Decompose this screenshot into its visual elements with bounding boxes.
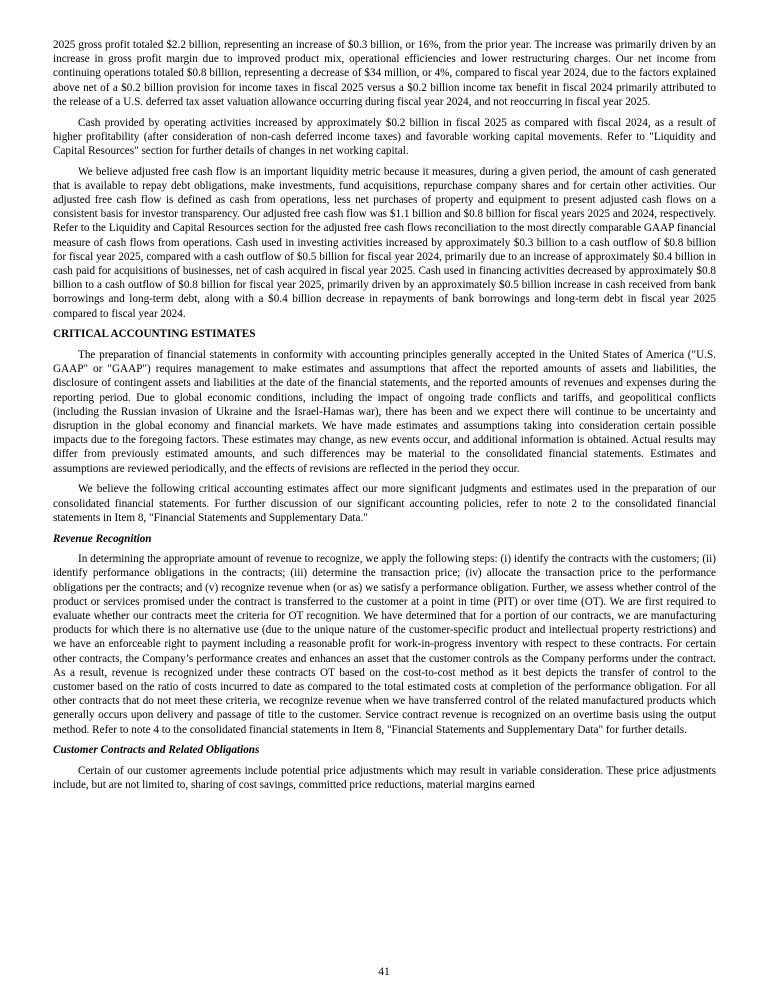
subheading-revenue-recognition: Revenue Recognition	[53, 532, 152, 545]
paragraph-operating-cash: Cash provided by operating activities increased by approximately $0.2 billion in fiscal 2025 as compared with fiscal 2024, as a result of higher profitability (after consideration of non-cash deferred income taxes) and favorable working capital movements. Refer to "Liquidity and Capital Resources" section for further details of changes in net working capital.	[53, 116, 716, 157]
paragraph-revenue-recognition: In determining the appropriate amount of revenue to recognize, we apply the following steps: (i) identify the contracts with the customers; (ii) identify performance obligations in the contracts; (iii) determine the transaction price; (iv) allocate the transaction price to the performance obligations per the contracts; and (v) recognize revenue when (or as) we satisfy a performance obligation. Further, we assess whether control of the product or services promised under the contract is transferred to the customer at a point in time (PIT) or over time (OT). We are first required to evaluate whether our contracts meet the criteria for OT recognition. We have determined that for a portion of our contracts, we are manufacturing products for which there is no alternative use (due to the unique nature of the customer-specific product and intellectual property restrictions) and we have an enforceable right to payment including a reasonable profit for work-in-progress inventory with respect to these contracts. For certain other contracts, the Company’s performance creates and enhances an asset that the customer controls as the Company performs under the contract. As a result, revenue is recognized under these contracts OT based on the cost-to-cost method as it best depicts the transfer of control to the customer based on the ratio of costs incurred to date as compared to the total estimated costs at completion of the performance obligation. For all other contracts that do not meet these criteria, we recognize revenue when we have transferred control of the related manufactured products which generally occurs upon delivery and passage of title to the customer. Service contract revenue is recognized on an overtime basis using the output method. Refer to note 4 to the consolidated financial statements in Item 8, "Financial Statements and Supplementary Data" for further details.	[53, 553, 716, 736]
paragraph-adjusted-free-cash-flow: We believe adjusted free cash flow is an important liquidity metric because it measures, during a given period, the amount of cash generated that is available to repay debt obligations, make investments, fund acquisitions, repurchase company shares and for certain other activities. Our adjusted free cash flow is defined as cash from operations, less net purchases of property and equipment to present adjusted cash flows on a consistent basis for investor transparency. Our adjusted free cash flow was $1.1 billion and $0.8 billion for fiscal years 2025 and 2024, respectively. Refer to the Liquidity and Capital Resources section for the adjusted free cash flows reconciliation to the most directly comparable GAAP financial measure of cash flows from operations. Cash used in investing activities increased by approximately $0.3 billion to a cash outflow of $0.8 billion for fiscal year 2025, compared with a cash outflow of $0.5 billion for fiscal year 2024, primarily due to an increase of approximately $0.4 billion in cash paid for acquisitions of businesses, net of cash acquired in fiscal year 2025. Cash used in financing activities decreased by approximately $0.8 billion to a cash outflow of $0.8 billion for fiscal year 2025, primarily driven by an approximately $0.5 billion increase in cash received from bank borrowings and long-term debt, along with a $0.4 billion decrease in repayments of bank borrowings and long-term debt in fiscal year 2025 compared to fiscal year 2024.	[53, 165, 716, 320]
page-number: 41	[378, 966, 390, 978]
document-page	[53, 38, 716, 799]
section-heading-critical-accounting-estimates: CRITICAL ACCOUNTING ESTIMATES	[53, 328, 256, 341]
paragraph-estimates-preparation: The preparation of financial statements in conformity with accounting principles generally accepted in the United States of America ("U.S. GAAP" or "GAAP") requires management to make estimates and assumptions that affect the reported amounts of assets and liabilities, the disclosure of contingent assets and liabilities at the date of the financial statements, and the reported amounts of revenues and expenses during the reporting period. Due to global economic conditions, including the impact of ongoing trade conflicts and tariffs, and geopolitical conflicts (including the Russian invasion of Ukraine and the Israel-Hamas war), there has been and we expect there will continue to be uncertainty and disruption in the global economy and financial markets. We have made estimates and assumptions taking into consideration certain possible impacts due to the foregoing factors. These estimates may change, as new events occur, and additional information is obtained. Actual results may differ from previously estimated amounts, and such differences may be material to the consolidated financial statements. Estimates and assumptions are reviewed periodically, and the effects of revisions are reflected in the period they occur.	[53, 349, 716, 475]
paragraph-customer-contracts: Certain of our customer agreements include potential price adjustments which may result in variable consideration. These price adjustments include, but are not limited to, sharing of cost savings, committed price reductions, material margins earned	[53, 765, 716, 792]
paragraph-estimates-judgments: We believe the following critical accounting estimates affect our more significant judgments and estimates used in the preparation of our consolidated financial statements. For further discussion of our significant accounting policies, refer to note 2 to the consolidated financial statements in Item 8, "Financial Statements and Supplementary Data."	[53, 483, 716, 524]
paragraph-gross-profit: 2025 gross profit totaled $2.2 billion, representing an increase of $0.3 billion, or 16%, from the prior year. The increase was primarily driven by an increase in gross profit margin due to improved product mix, operational efficiencies and lower restructuring charges. Our net income from continuing operations totaled $0.8 billion, representing a decrease of $34 million, or 4%, compared to fiscal year 2024, due to the factors explained above net of a $0.2 billion provision for income taxes in fiscal 2025 versus a $0.2 billion income tax benefit in fiscal 2024 primarily attributed to the release of a U.S. deferred tax asset valuation allowance occurring during fiscal year 2024, and not reoccurring in fiscal year 2025.	[53, 39, 716, 108]
subheading-customer-contracts: Customer Contracts and Related Obligations	[53, 744, 260, 757]
